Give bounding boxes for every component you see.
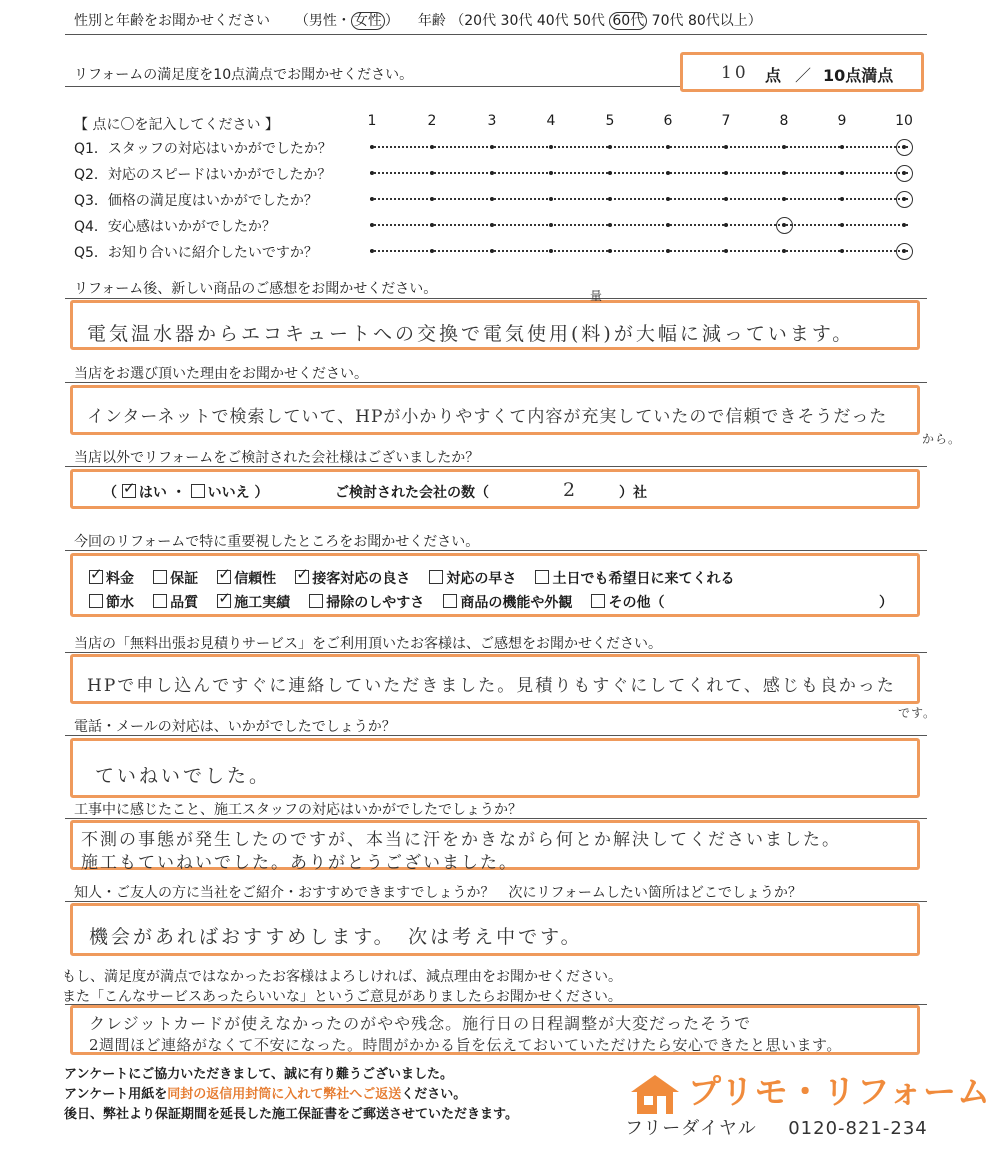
freedial-number: 0120-821-234 bbox=[788, 1118, 928, 1139]
checkbox[interactable] bbox=[535, 570, 549, 584]
scale-number: 1 bbox=[367, 113, 377, 129]
footer-line-2-highlight: 同封の返信用封筒に入れて弊社へご返送 bbox=[167, 1087, 402, 1102]
rating-point[interactable] bbox=[608, 145, 612, 149]
freedial-label: フリーダイヤル bbox=[625, 1118, 757, 1139]
rating-question-q2: Q2．対応のスピードはいかがでしたか？ bbox=[74, 167, 332, 183]
age-label: 年齢 bbox=[417, 13, 446, 29]
impression-answer-box[interactable] bbox=[70, 300, 920, 350]
rating-point[interactable] bbox=[666, 249, 670, 253]
other-companies-question: 当店以外でリフォームをご検討された会社様はございましたか？ bbox=[74, 450, 480, 466]
phone-answer-box[interactable] bbox=[70, 738, 920, 798]
rating-point[interactable] bbox=[608, 197, 612, 201]
scale-number: 3 bbox=[487, 113, 497, 129]
rating-point[interactable] bbox=[782, 197, 786, 201]
rating-selected-mark[interactable] bbox=[896, 191, 913, 208]
rating-point[interactable] bbox=[430, 171, 434, 175]
scale-number: 7 bbox=[721, 113, 731, 129]
yes-label: はい bbox=[138, 485, 167, 501]
construction-answer-box[interactable] bbox=[70, 820, 920, 873]
scale-number: 8 bbox=[779, 113, 789, 129]
rating-point[interactable] bbox=[430, 249, 434, 253]
age-option[interactable]: 40代 bbox=[536, 13, 569, 29]
divider bbox=[65, 901, 927, 902]
divider bbox=[65, 86, 680, 87]
divider bbox=[65, 466, 927, 467]
rating-point[interactable] bbox=[549, 197, 553, 201]
checkbox[interactable] bbox=[295, 570, 309, 584]
rating-point[interactable] bbox=[724, 171, 728, 175]
rating-point[interactable] bbox=[902, 223, 906, 227]
reason-question: 当店をお選び頂いた理由をお聞かせください。 bbox=[74, 366, 368, 382]
scale-number: 9 bbox=[837, 113, 847, 129]
deduction-answer-line1: クレジットカードが使えなかったのがやや残念。施行日の日程調整が大変だったそうで bbox=[89, 1014, 752, 1033]
checkbox[interactable] bbox=[217, 594, 231, 608]
scale-number: 6 bbox=[663, 113, 673, 129]
divider bbox=[65, 550, 927, 551]
rating-point[interactable] bbox=[549, 145, 553, 149]
rating-point[interactable] bbox=[840, 145, 844, 149]
priorities-question: 今回のリフォームで特に重要視したところをお聞かせください。 bbox=[74, 534, 480, 550]
reason-answer-cont: から。 bbox=[922, 432, 962, 446]
priority-option[interactable]: 保証 bbox=[153, 571, 198, 587]
rating-instruction: 【 点に〇を記入してください 】 bbox=[74, 117, 279, 133]
gender-label: 性別と年齢をお聞かせください bbox=[74, 13, 270, 29]
rating-selected-mark[interactable] bbox=[776, 217, 793, 234]
house-logo-icon bbox=[629, 1072, 681, 1116]
referral-question: 知人・ご友人の方に当社をご紹介・おすすめできますでしょうか？ 次にリフォームしたい箇所はどこでしょうか？ bbox=[74, 885, 802, 901]
priority-option[interactable]: 品質 bbox=[153, 595, 198, 611]
divider bbox=[65, 34, 927, 35]
rating-point[interactable] bbox=[490, 145, 494, 149]
impression-annotation: 量 bbox=[590, 289, 604, 303]
scale-number: 10 bbox=[895, 113, 913, 129]
deduction-answer-box[interactable] bbox=[70, 1005, 920, 1055]
phone-question: 電話・メールの対応は、いかがでしたでしょうか？ bbox=[74, 719, 396, 735]
satisfaction-score: 10 bbox=[721, 63, 749, 83]
priority-option[interactable]: 土日でも希望日に来てくれる bbox=[535, 571, 734, 587]
footer-line-1: アンケートにご協力いただきまして、誠に有り難うございました。 bbox=[64, 1067, 453, 1082]
estimate-answer-box[interactable] bbox=[70, 654, 920, 704]
other-companies-box[interactable]: （ ✓ はい ・ いいえ ） ご検討された会社の数（ 2 ）社 bbox=[70, 469, 920, 509]
rating-point[interactable] bbox=[724, 145, 728, 149]
rating-selected-mark[interactable] bbox=[896, 243, 913, 260]
rating-point[interactable] bbox=[430, 145, 434, 149]
priority-option[interactable]: 掃除のしやすさ bbox=[309, 595, 424, 611]
divider bbox=[65, 298, 927, 299]
company-count-value: 2 bbox=[563, 479, 579, 501]
age-option[interactable]: 70代 bbox=[651, 13, 684, 29]
no-label: いいえ bbox=[207, 485, 250, 501]
rating-selected-mark[interactable] bbox=[896, 165, 913, 182]
priority-option[interactable]: 節水 bbox=[89, 595, 134, 611]
rating-track bbox=[370, 146, 908, 148]
rating-point[interactable] bbox=[608, 171, 612, 175]
reason-answer-box[interactable] bbox=[70, 385, 920, 435]
priority-option-other[interactable]: その他（ bbox=[591, 595, 664, 611]
priority-option[interactable]: ✓ 接客対応の良さ bbox=[295, 571, 410, 587]
estimate-answer: HPで申し込んですぐに連絡していただきました。見積りもすぐにしてくれて、感じも良かった bbox=[87, 676, 896, 696]
construction-answer-line1: 不測の事態が発生したのですが、本当に汗をかきながら何とか解決してくださいました。 bbox=[81, 830, 841, 850]
checkbox[interactable] bbox=[89, 594, 103, 608]
rating-track bbox=[370, 224, 908, 226]
rating-point[interactable] bbox=[840, 223, 844, 227]
footer-line-2: アンケート用紙を同封の返信用封筒に入れて弊社へご返送ください。 bbox=[64, 1087, 467, 1102]
rating-point[interactable] bbox=[370, 249, 374, 253]
age-option[interactable]: 50代 bbox=[573, 13, 605, 29]
satisfaction-question: リフォームの満足度を10点満点でお聞かせください。 bbox=[74, 67, 414, 83]
divider bbox=[65, 652, 927, 653]
rating-point[interactable] bbox=[549, 223, 553, 227]
checkbox[interactable] bbox=[153, 594, 167, 608]
rating-point[interactable] bbox=[724, 249, 728, 253]
age-option[interactable]: 30代 bbox=[500, 13, 533, 29]
age-option[interactable]: 80代以上） bbox=[687, 13, 762, 29]
age-option-selected[interactable]: 60代 bbox=[609, 12, 647, 30]
rating-point[interactable] bbox=[490, 171, 494, 175]
rating-point[interactable] bbox=[840, 197, 844, 201]
rating-point[interactable] bbox=[490, 223, 494, 227]
rating-track bbox=[370, 198, 908, 200]
rating-point[interactable] bbox=[608, 223, 612, 227]
freedial bbox=[625, 1114, 928, 1140]
priorities-row-1 bbox=[89, 568, 748, 588]
rating-question-q3: Q3．価格の満足度はいかがでしたか？ bbox=[74, 193, 318, 209]
checkbox[interactable] bbox=[443, 594, 457, 608]
divider bbox=[65, 735, 927, 736]
scale-number: 4 bbox=[546, 113, 556, 129]
rating-question-q1: Q1．スタッフの対応はいかがでしたか？ bbox=[74, 141, 332, 157]
rating-point[interactable] bbox=[666, 145, 670, 149]
construction-question: 工事中に感じたこと、施工スタッフの対応はいかがでしたでしょうか？ bbox=[74, 802, 522, 818]
deduction-answer-line2: 2週間ほど連絡がなくて不安になった。時間がかかる旨を伝えておいていただけたら安心できたと思います。 bbox=[89, 1036, 842, 1054]
checkbox[interactable] bbox=[153, 570, 167, 584]
estimate-answer-cont: です。 bbox=[898, 706, 937, 720]
scale-number: 5 bbox=[605, 113, 615, 129]
deduction-question-1: もし、満足度が満点ではなかったお客様はよろしければ、減点理由をお聞かせください。 bbox=[62, 969, 622, 985]
priority-option[interactable]: ✓ 施工実績 bbox=[217, 595, 290, 611]
rating-question-q4: Q4．安心感はいかがでしたか？ bbox=[74, 219, 276, 235]
estimate-question: 当店の「無料出張お見積りサービス」をご利用頂いたお客様は、ご感想をお聞かせください。 bbox=[74, 636, 662, 652]
scale-number: 2 bbox=[427, 113, 437, 129]
rating-point[interactable] bbox=[549, 171, 553, 175]
rating-point[interactable] bbox=[666, 223, 670, 227]
priority-option[interactable]: ✓ 信頼性 bbox=[217, 571, 276, 587]
rating-question-q5: Q5．お知り合いに紹介したいですか？ bbox=[74, 245, 318, 261]
rating-point[interactable] bbox=[490, 197, 494, 201]
impression-answer: 電気温水器からエコキュートへの交換で電気使用(料)が大幅に減っています。 bbox=[87, 323, 855, 345]
rating-point[interactable] bbox=[490, 249, 494, 253]
divider bbox=[65, 382, 927, 383]
priority-option[interactable]: 商品の機能や外観 bbox=[443, 595, 572, 611]
rating-point[interactable] bbox=[430, 223, 434, 227]
rating-point[interactable] bbox=[840, 249, 844, 253]
rating-point[interactable] bbox=[370, 223, 374, 227]
no-checkbox[interactable] bbox=[191, 484, 205, 498]
impression-question: リフォーム後、新しい商品のご感想をお聞かせください。 bbox=[74, 281, 438, 297]
checkbox[interactable] bbox=[429, 570, 443, 584]
checkbox[interactable] bbox=[89, 570, 103, 584]
age-option[interactable]: （20代 bbox=[450, 13, 497, 29]
rating-selected-mark[interactable] bbox=[896, 139, 913, 156]
rating-track bbox=[370, 172, 908, 174]
brand-name: プリモ・リフォーム bbox=[688, 1072, 992, 1111]
referral-answer: 機会があればおすすめします。 次は考え中です。 bbox=[89, 926, 583, 948]
rating-point[interactable] bbox=[608, 249, 612, 253]
rating-track bbox=[370, 250, 908, 252]
rating-point[interactable] bbox=[666, 171, 670, 175]
priorities-box: ✓料金 保証 ✓ 信頼性 ✓ 接客対応の良さ 対応の早さ 土日でも希望日に来てくれる 節水 品質 ✓ 施工実績 掃除のしやすさ 商品の機能や外観 その他（ ） bbox=[70, 553, 920, 617]
rating-point[interactable] bbox=[782, 249, 786, 253]
deduction-question-2: また「こんなサービスあったらいいな」というご意見がありましたらお聞かせください。 bbox=[62, 989, 622, 1005]
priorities-row-2 bbox=[89, 592, 678, 612]
checkbox[interactable] bbox=[217, 570, 231, 584]
satisfaction-score-box[interactable]: 10 点 ／ 10点満点 bbox=[680, 52, 924, 92]
rating-point[interactable] bbox=[370, 171, 374, 175]
referral-answer-box[interactable] bbox=[70, 903, 920, 956]
checkbox[interactable] bbox=[591, 594, 605, 608]
gender-age-line: 性別と年齢をお聞かせください （男性・ 女性 ） 年齢 （20代 30代 40代 50代 60代 70代 80代以上） bbox=[74, 13, 762, 29]
divider bbox=[65, 818, 927, 819]
rating-point[interactable] bbox=[724, 223, 728, 227]
rating-point[interactable] bbox=[782, 145, 786, 149]
rating-point[interactable] bbox=[666, 197, 670, 201]
construction-answer-line2: 施工もていねいでした。ありがとうございました。 bbox=[81, 853, 518, 873]
reason-answer: インターネットで検索していて、HPが小かりやすくて内容が充実していたので信頼できそうだった bbox=[87, 407, 888, 427]
rating-point[interactable] bbox=[370, 145, 374, 149]
gender-female[interactable]: 女性 bbox=[351, 12, 385, 30]
rating-point[interactable] bbox=[549, 249, 553, 253]
company-count-label: ご検討された会社の数（ bbox=[335, 485, 489, 501]
rating-point[interactable] bbox=[370, 197, 374, 201]
phone-answer: ていねいでした。 bbox=[95, 765, 272, 787]
yes-checkbox[interactable] bbox=[122, 484, 136, 498]
rating-point[interactable] bbox=[782, 171, 786, 175]
rating-point[interactable] bbox=[430, 197, 434, 201]
satisfaction-max: 10点満点 bbox=[823, 66, 894, 85]
gender-male[interactable]: 男性 bbox=[308, 13, 337, 29]
rating-point[interactable] bbox=[840, 171, 844, 175]
footer-line-3: 後日、弊社より保証期間を延長した施工保証書をご郵送させていただきます。 bbox=[64, 1107, 518, 1122]
rating-point[interactable] bbox=[724, 197, 728, 201]
priority-option[interactable]: ✓料金 bbox=[89, 571, 134, 587]
checkbox[interactable] bbox=[309, 594, 323, 608]
priority-option[interactable]: 対応の早さ bbox=[429, 571, 516, 587]
